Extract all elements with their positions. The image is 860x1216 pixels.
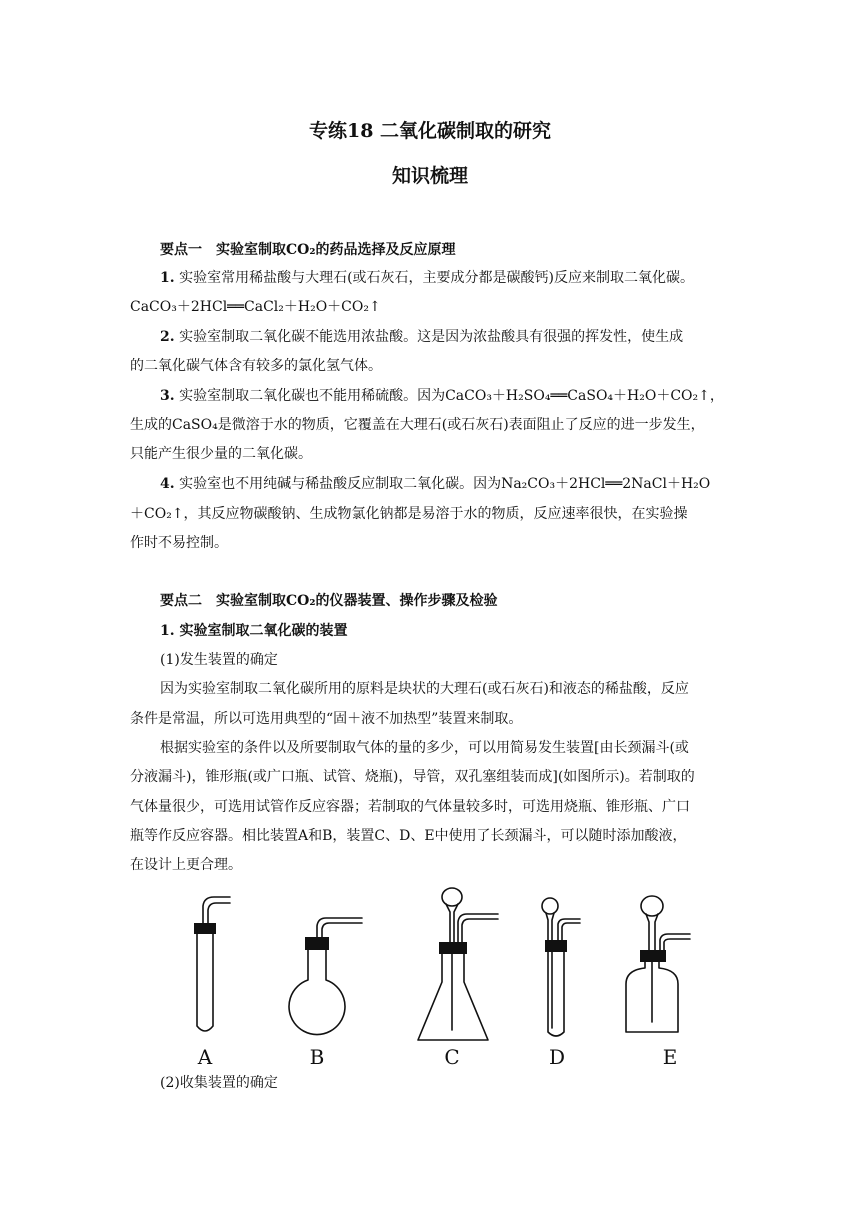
p4-text-line1: 实验室也不用纯碱与稀盐酸反应制取二氧化碳。因为Na₂CO₃＋2HCl══2NaCl＋H₂O — [179, 476, 711, 492]
s2-q2-line4: 瓶等作反应容器。相比装置A和B，装置C、D、E中使用了长颈漏斗，可以随时添加酸液， — [130, 828, 687, 844]
s1-paragraph4-line1 — [160, 474, 770, 494]
s1-paragraph2-line1 — [160, 327, 770, 347]
s2-q2-line3: 气体量很少，可选用试管作反应容器；若制取的气体量较多时，可选用烧瓶、锥形瓶、广口 — [130, 799, 690, 815]
apparatus-svg — [150, 882, 740, 1068]
apparatus-b-flask — [289, 918, 362, 1035]
p1-number: 1. — [160, 270, 175, 286]
apparatus-figure — [150, 882, 740, 1068]
p3-text-line2: 生成的CaSO₄是微溶于水的物质，它覆盖在大理石(或石灰石)表面阻止了反应的进一步发生， — [130, 417, 705, 433]
s2-q2-line2: 分液漏斗)，锥形瓶(或广口瓶、试管、烧瓶)，导管，双孔塞组装而成](如图所示)。若制取的 — [130, 769, 695, 785]
p2-text-line2: 的二氧化碳气体含有较多的氯化氢气体。 — [130, 358, 382, 374]
s2-q2-line5: 在设计上更合理。 — [130, 857, 242, 873]
page-title: 专练18 二氧化碳制取的研究 — [308, 120, 552, 142]
p4-text-line2: ＋CO₂↑，其反应物碳酸钠、生成物氯化钠都是易溶于水的物质，反应速率很快，在实验操 — [130, 506, 688, 522]
s2-sub1b: (2)收集装置的确定 — [160, 1075, 278, 1091]
s1-paragraph3-line1 — [160, 386, 770, 406]
s2-subheading1: 1. 实验室制取二氧化碳的装置 — [160, 623, 348, 639]
s1-paragraph1-line1 — [160, 268, 770, 288]
apparatus-e-bottle — [626, 896, 690, 1032]
p3-text-line3: 只能产生很少量的二氧化碳。 — [130, 446, 312, 462]
figure-label-b: B — [309, 1045, 325, 1068]
figure-label-a: A — [197, 1045, 213, 1068]
p4-number: 4. — [160, 476, 175, 492]
apparatus-d-tube-funnel — [542, 898, 580, 1036]
p1-text: 实验室常用稀盐酸与大理石(或石灰石，主要成分都是碳酸钙)反应来制取二氧化碳。 — [179, 270, 694, 286]
p2-number: 2. — [160, 329, 175, 345]
s2-q1-line2: 条件是常温，所以可选用典型的“固＋液不加热型”装置来制取。 — [130, 711, 523, 727]
p1-equation: CaCO₃＋2HCl══CaCl₂＋H₂O＋CO₂↑ — [130, 299, 381, 315]
figure-label-e: E — [662, 1045, 678, 1068]
apparatus-c-conical-flask — [418, 888, 498, 1040]
section2-heading: 要点二 实验室制取CO₂的仪器装置、操作步骤及检验 — [160, 593, 498, 609]
section1-heading: 要点一 实验室制取CO₂的药品选择及反应原理 — [160, 242, 456, 258]
p4-text-line3: 作时不易控制。 — [130, 535, 228, 551]
page-subtitle: 知识梳理 — [391, 165, 468, 187]
s2-q2-line1: 根据实验室的条件以及所要制取气体的量的多少，可以用简易发生装置[由长颈漏斗(或 — [160, 740, 689, 756]
p2-text-line1: 实验室制取二氧化碳不能选用浓盐酸。这是因为浓盐酸具有很强的挥发性，使生成 — [179, 329, 684, 345]
apparatus-a-test-tube — [194, 897, 230, 1031]
s2-sub1a: (1)发生装置的确定 — [160, 652, 278, 668]
p3-text-line1: 实验室制取二氧化碳也不能用稀硫酸。因为CaCO₃＋H₂SO₄══CaSO₄＋H₂O＋CO₂↑， — [179, 388, 724, 404]
p3-number: 3. — [160, 388, 175, 404]
s2-q1-line1: 因为实验室制取二氧化碳所用的原料是块状的大理石(或石灰石)和液态的稀盐酸，反应 — [160, 681, 689, 697]
figure-label-c: C — [444, 1045, 460, 1068]
figure-label-d: D — [548, 1045, 566, 1068]
